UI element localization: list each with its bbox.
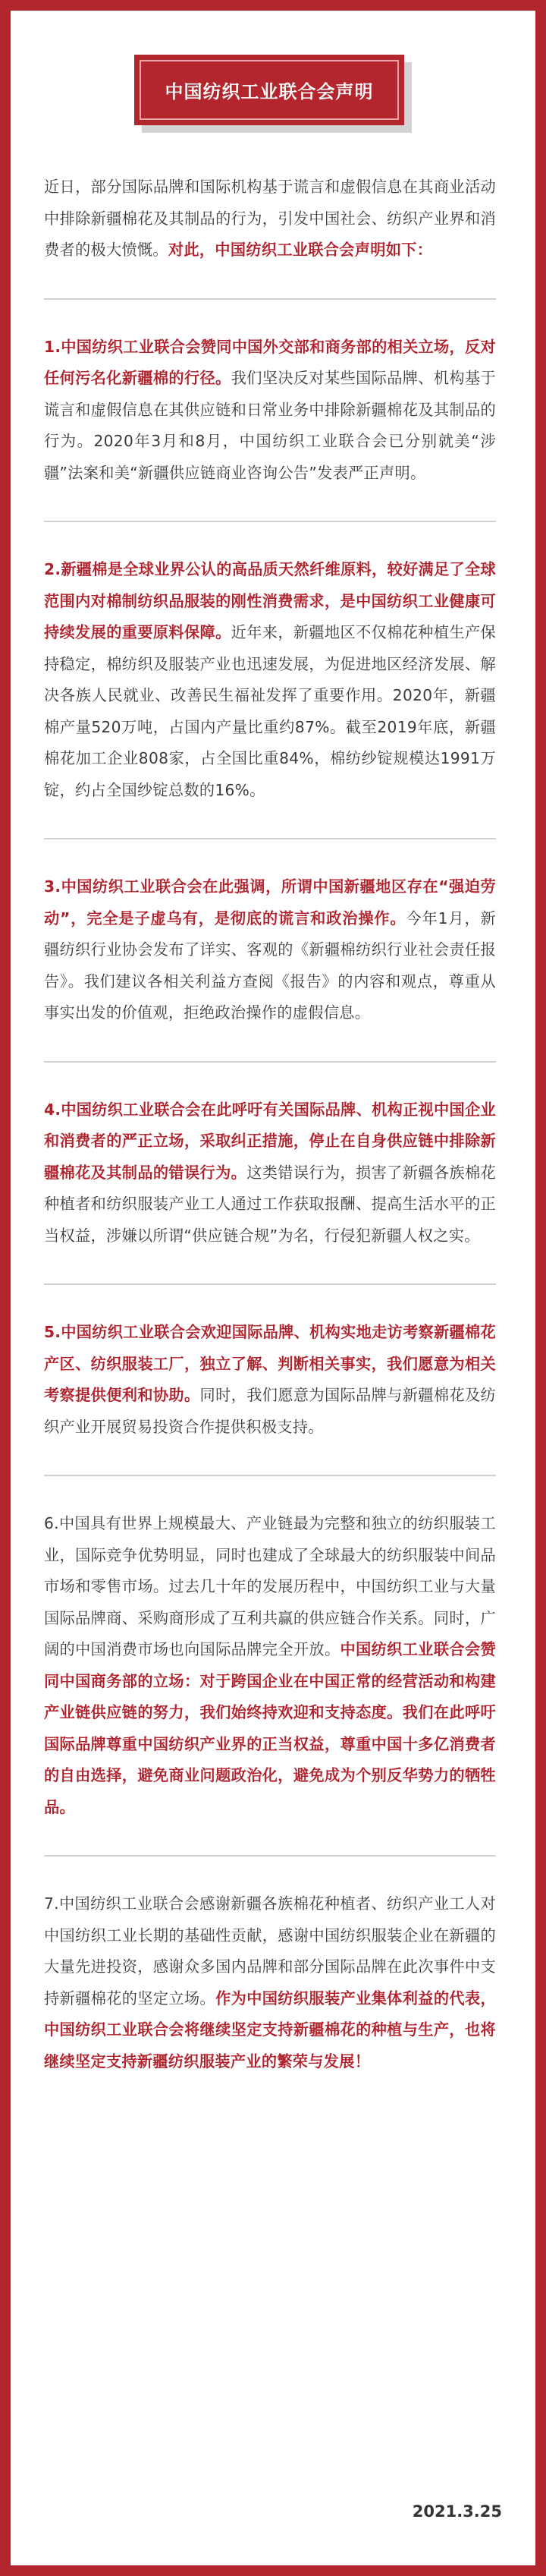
paragraph-1-highlight: 1.中国纺织工业联合会赞同中国外交部和商务部的相关立场，反对任何污名化新疆棉的行径。 (44, 337, 496, 387)
paragraph-7 (44, 1888, 496, 2077)
paragraph-3 (44, 871, 496, 1029)
paragraph-1 (44, 332, 496, 490)
paragraph-5-highlight: 5.中国纺织工业联合会欢迎国际品牌、机构实地走访考察新疆棉花产区、纺织服装工厂，独立了解、判断相关事实，我们愿意为相关考察提供便利和协助。 (44, 1323, 496, 1404)
divider (44, 1855, 496, 1856)
paragraph-4-text: 这类错误行为，损害了新疆各族棉花种植者和纺织服装产业工人通过工作获取报酬、提高生活水平的正当权益，涉嫌以所谓“供应链合规”为名，行侵犯新疆人权之实。 (44, 1163, 496, 1245)
title-banner (134, 55, 412, 133)
divider (44, 1061, 496, 1063)
paragraph-2-text: 近年来，新疆地区不仅棉花种植生产保持稳定，棉纺织及服装产业也迅速发展，为促进地区经济发展、解决各族人民就业、改善民生福祉发挥了重要作用。2020年，新疆棉产量520万吨，占国内产量比重约87%。截至2019年底，新疆棉花加工企业808家，占全国比重84%，棉纺纱锭规模达1991万锭，约占全国纱锭总数的16%。 (44, 623, 496, 799)
paragraph-3-highlight: 3.中国纺织工业联合会在此强调，所谓中国新疆地区存在“强迫劳动”，完全是子虚乌有，是彻底的谎言和政治操作。 (44, 877, 496, 927)
divider (44, 298, 496, 300)
paragraph-4 (44, 1094, 496, 1252)
divider (44, 838, 496, 839)
divider (44, 1283, 496, 1285)
paragraph-6 (44, 1508, 496, 1823)
statement-body (44, 172, 496, 2109)
paragraph-6-highlight: 中国纺织工业联合会赞同中国商务部的立场：对于跨国企业在中国正常的经营活动和构建产业链供应链的努力，我们始终持欢迎和支持态度。我们在此呼吁国际品牌尊重中国纺织产业界的正当权益，尊重中国十多亿消费者的自由选择，避免商业问题政治化，避免成为个别反华势力的牺牲品。 (44, 1640, 496, 1816)
paragraph-2 (44, 554, 496, 806)
intro-highlight: 对此，中国纺织工业联合会声明如下： (168, 241, 433, 259)
divider (44, 521, 496, 522)
paragraph-5-text: 同时，我们愿意为国际品牌与新疆棉花及纺织产业开展贸易投资合作提供积极支持。 (44, 1386, 496, 1436)
page-title: 中国纺织工业联合会声明 (140, 60, 399, 120)
paragraph-7-text: 7.中国纺织工业联合会感谢新疆各族棉花种植者、纺织产业工人对中国纺织工业长期的基础性贡献，感谢中国纺织服装企业在新疆的大量先进投资，感谢众多国内品牌和部分国际品牌在此次事件中支持新疆棉花的坚定立场。 (44, 1894, 496, 2008)
intro-paragraph (44, 172, 496, 266)
paragraph-6-text: 6.中国具有世界上规模最大、产业链最为完整和独立的纺织服装工业，国际竞争优势明显，同时也建成了全球最大的纺织服装中间品市场和零售市场。过去几十年的发展历程中，中国纺织工业与大量国际品牌商、采购商形成了互利共赢的供应链合作关系。同时，广阔的中国消费市场也向国际品牌完全开放。 (44, 1514, 496, 1658)
paragraph-3-text: 今年1月，新疆纺织行业协会发布了详实、客观的《新疆棉纺织行业社会责任报告》。我们建议各相关利益方查阅《报告》的内容和观点，尊重从事实出发的价值观，拒绝政治操作的虚假信息。 (44, 909, 496, 1022)
statement-date: 2021.3.25 (412, 2502, 502, 2521)
paragraph-2-highlight: 2.新疆棉是全球业界公认的高品质天然纤维原料，较好满足了全球范围内对棉制纺织品服装的刚性消费需求，是中国纺织工业健康可持续发展的重要原料保障。 (44, 560, 496, 641)
title-box (134, 55, 404, 125)
intro-text: 近日，部分国际品牌和国际机构基于谎言和虚假信息在其商业活动中排除新疆棉花及其制品的行为，引发中国社会、纺织产业界和消费者的极大愤慨。 (44, 178, 496, 259)
paragraph-4-highlight: 4.中国纺织工业联合会在此呼吁有关国际品牌、机构正视中国企业和消费者的严正立场，采取纠正措施，停止在自身供应链中排除新疆棉花及其制品的错误行为。 (44, 1100, 496, 1182)
paragraph-5 (44, 1317, 496, 1443)
paragraph-7-highlight: 作为中国纺织服装产业集体利益的代表，中国纺织工业联合会将继续坚定支持新疆棉花的种植与生产，也将继续坚定支持新疆纺织服装产业的繁荣与发展！ (44, 1989, 496, 2071)
divider (44, 1475, 496, 1476)
paragraph-1-text: 我们坚决反对某些国际品牌、机构基于谎言和虚假信息在其供应链和日常业务中排除新疆棉花及其制品的行为。2020年3月和8月，中国纺织工业联合会已分别就美“涉疆”法案和美“新疆供应链商业咨询公告”发表严正声明。 (44, 369, 496, 482)
